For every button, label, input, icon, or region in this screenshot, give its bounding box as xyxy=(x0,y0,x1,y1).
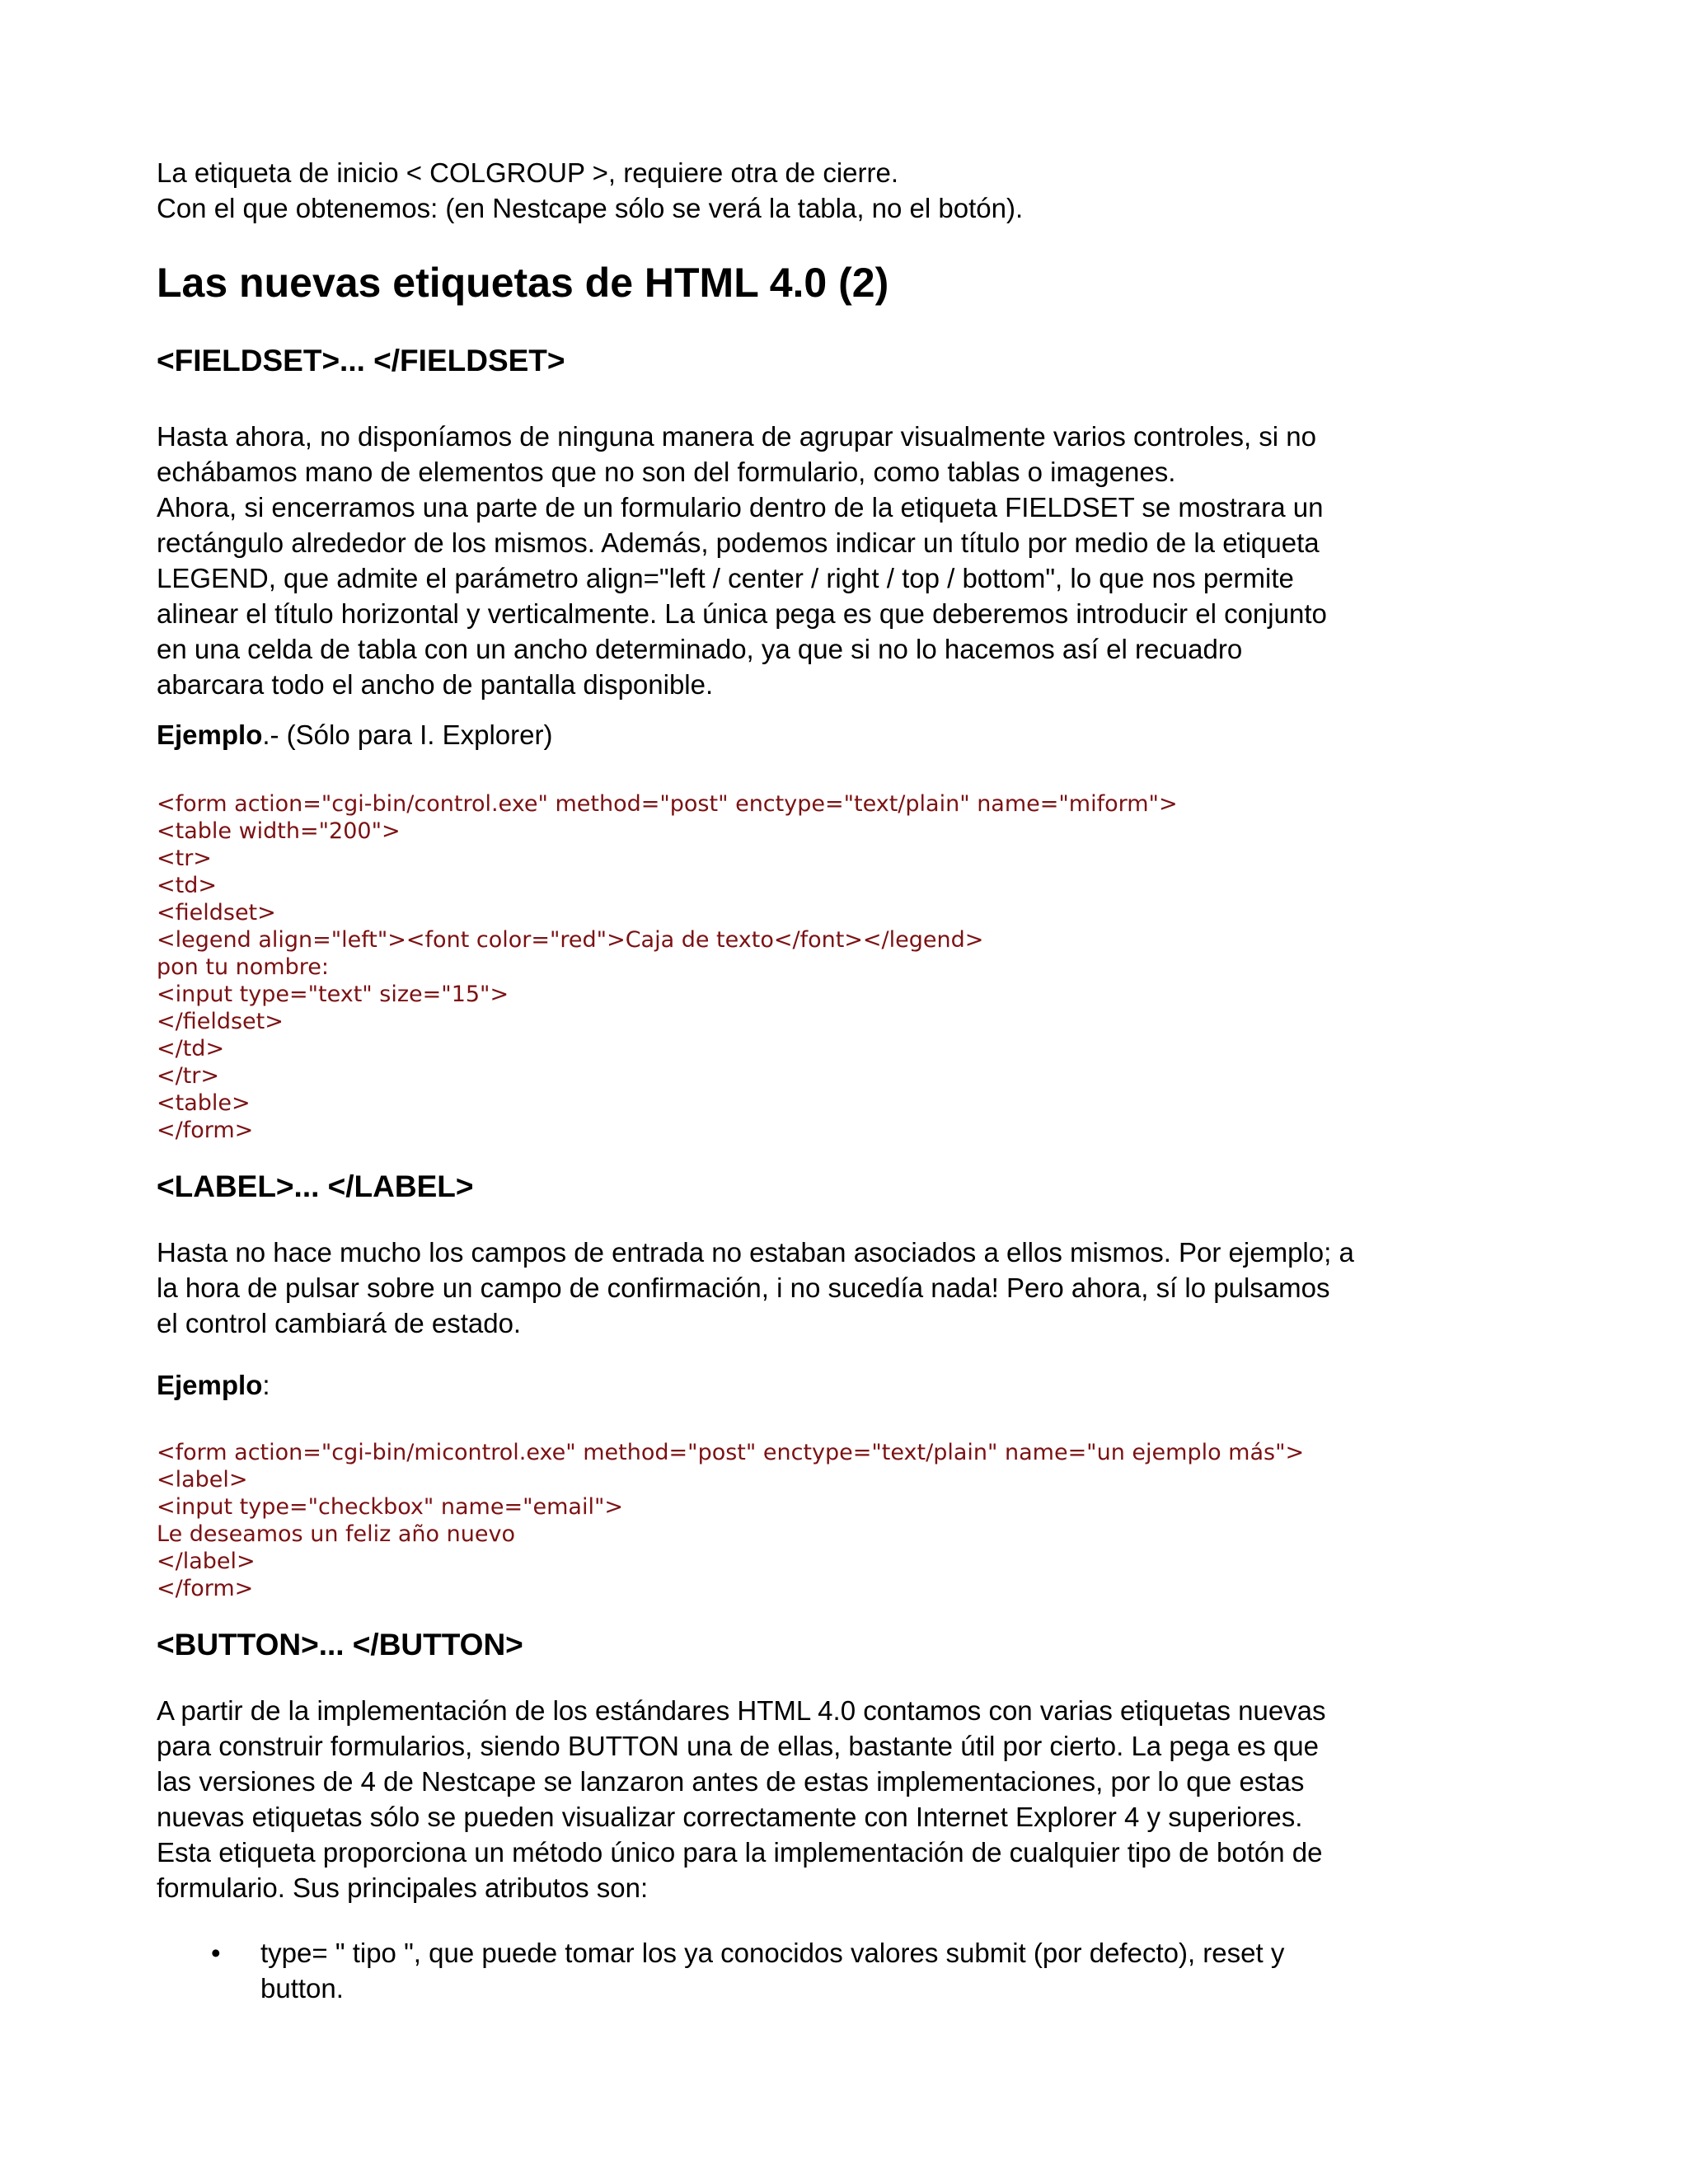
fieldset-example-label xyxy=(157,717,1556,752)
bullet-text: type= " tipo ", que puede tomar los ya conocidos valores submit (por defecto), reset y button. xyxy=(260,1938,1285,2004)
button-attributes-list xyxy=(157,1935,1556,2006)
label-code-block: <form action="cgi-bin/micontrol.exe" method="post" enctype="text/plain" name="un ejemplo más"> <label> <input type="checkbox" name="email"> Le deseamos un feliz año nuevo </label> </form> xyxy=(157,1440,1305,1601)
list-item xyxy=(157,1935,1556,2006)
example-rest: .- (Sólo para I. Explorer) xyxy=(262,719,553,750)
label-description: Hasta no hace mucho los campos de entrada no estaban asociados a ellos mismos. Por ejemplo; a la hora de pulsar sobre un campo de confirmación, i no sucedía nada! Pero ahora, sí lo pulsamos el control cambiará de estado. xyxy=(157,1237,1354,1338)
button-description: A partir de la implementación de los estándares HTML 4.0 contamos con varias etiquetas nuevas para construir formularios, siendo BUTTON una de ellas, bastante útil por cierto. La pega es que las versiones de 4 de Nestcape se lanzaron antes de estas implementaciones, por lo que estas nuevas etiquetas sólo se pueden visualizar correctamente con Internet Explorer 4 y superiores. Esta etiqueta proporciona un método único para la implementación de cualquier tipo de botón de formulario. Sus principales atributos son: xyxy=(157,1695,1326,1903)
example-word: Ejemplo xyxy=(157,1370,263,1400)
page-title: Las nuevas etiquetas de HTML 4.0 (2) xyxy=(157,260,889,306)
intro-paragraph: La etiqueta de inicio < COLGROUP >, requiere otra de cierre. Con el que obtenemos: (en Nestcape sólo se verá la tabla, no el botón). xyxy=(157,157,1024,223)
fieldset-description: Hasta ahora, no disponíamos de ninguna manera de agrupar visualmente varios controles, si no echábamos mano de elementos que no son del formulario, como tablas o imagenes. Ahora, si encerramos una parte de un formulario dentro de la etiqueta FIELDSET se mostrara un rectángulo alrededor de los mismos. Además, podemos indicar un título por medio de la etiqueta LEGEND, que admite el parámetro align="left / center / right / top / bottom", lo que nos permite alinear el título horizontal y verticalmente. La única pega es que deberemos introducir el conjunto en una celda de tabla con un ancho determinado, ya que si no lo hacemos así el recuadro abarcara todo el ancho de pantalla disponible. xyxy=(157,421,1327,700)
bullet-icon: • xyxy=(211,1938,221,1968)
label-example-label xyxy=(157,1367,1556,1403)
section-heading-button: <BUTTON>... </BUTTON> xyxy=(157,1628,523,1661)
section-heading-label: <LABEL>... </LABEL> xyxy=(157,1169,474,1203)
fieldset-code-block: <form action="cgi-bin/control.exe" method="post" enctype="text/plain" name="miform"> <table width="200"> <tr> <td> <fieldset> <legend align="left"><font color="red">Caja de texto</font></legend> pon tu nombre: <input type="text" size="15"> </fieldset> </td> </tr> <table> </form> xyxy=(157,791,1178,1143)
section-heading-fieldset: <FIELDSET>... </FIELDSET> xyxy=(157,344,565,377)
example-word: Ejemplo xyxy=(157,719,263,750)
example-rest: : xyxy=(262,1370,270,1400)
